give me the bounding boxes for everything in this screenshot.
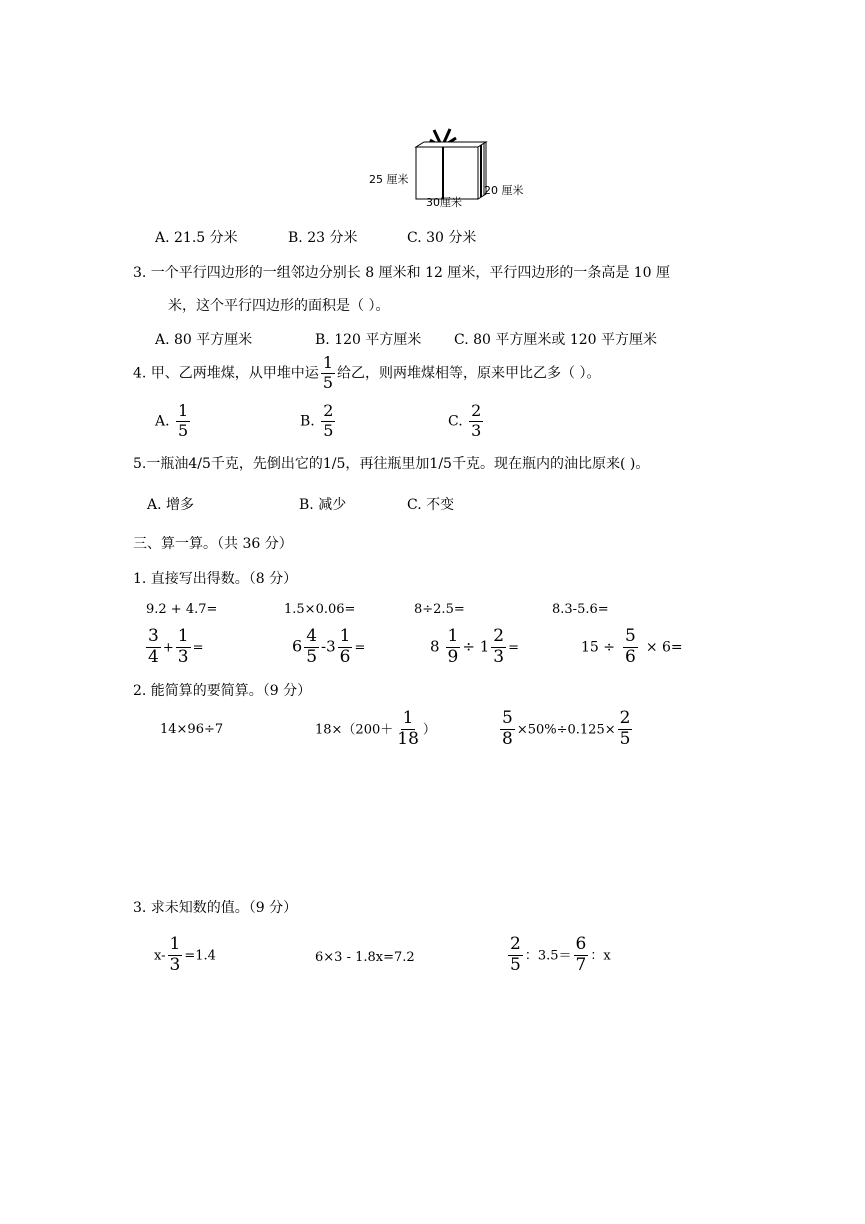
p3-expr-1: [154, 936, 216, 975]
q3-option-b: B. 120 平方厘米: [315, 332, 422, 348]
p2-e2-num: 1: [402, 708, 414, 728]
q4-c-den: 3: [471, 420, 482, 440]
p1-f1-n2: 1: [177, 626, 189, 646]
p1-f2-eq: =: [354, 640, 366, 656]
p1-f2-n2: 1: [339, 626, 351, 646]
p1-fraction-expr-1: [144, 628, 203, 667]
q4-frac-num: 1: [322, 353, 333, 372]
p1-fraction-expr-2: [292, 628, 365, 667]
gift-box-figure: [360, 122, 540, 208]
q4-option-b: [300, 403, 337, 440]
p1-f4-frac: [623, 628, 638, 667]
p3-e1-frac: [168, 936, 183, 975]
q3-line1: 3. 一个平行四边形的一组邻边分别长 8 厘米和 12 厘米，平行四边形的一条高是 10 厘: [133, 265, 671, 281]
p2-e3-n1: 5: [502, 708, 513, 728]
p3-e3-mid: ：3.5＝: [524, 948, 572, 964]
q2-option-c: C. 30 分米: [407, 230, 477, 246]
p1-f2-n1: 4: [306, 626, 318, 646]
q4-option-c-label: C.: [448, 413, 463, 430]
p3-e1-den: 3: [169, 954, 181, 975]
p1-f2-op: -3: [321, 637, 336, 656]
p3-e3-frac2: [574, 936, 589, 975]
p1-f3-frac2: [491, 628, 506, 667]
p1-f3-d1: 9: [447, 646, 459, 667]
q2-option-b: B. 23 分米: [288, 230, 358, 246]
q4-a-num: 1: [178, 401, 189, 420]
p2-expr-1: 14×96÷7: [160, 722, 224, 737]
p1-f1-op: +: [162, 640, 174, 656]
p1-f3-whole: 8: [430, 637, 440, 656]
p1-expr-1: 9.2 + 4.7=: [146, 602, 218, 617]
p1-f3-frac1: [446, 628, 461, 667]
p1-f2-whole: 6: [292, 636, 303, 656]
part-2-title: 2. 能简算的要简算。（9 分）: [133, 683, 312, 699]
p3-e3-n2: 6: [575, 934, 587, 954]
part-3-title: 3. 求未知数的值。（9 分）: [133, 900, 298, 916]
p1-fraction-expr-3: [430, 628, 519, 667]
p3-expr-2: 6×3 - 1.8x=7.2: [315, 950, 415, 965]
p1-f1-eq: =: [192, 640, 204, 656]
q4-prefix: 4. 甲、乙两堆煤，从甲堆中运: [133, 365, 319, 382]
p3-expr-3: [506, 936, 611, 975]
q4-frac-den: 5: [322, 372, 333, 392]
p1-f4-pre: 15 ÷: [581, 639, 615, 656]
q4-a-den: 5: [178, 420, 189, 440]
length-label: 30厘米: [426, 196, 462, 209]
p2-e2-den: 18: [397, 728, 419, 749]
p1-fraction-expr-4: [581, 628, 683, 667]
p3-e3-post: ：x: [590, 948, 611, 964]
p3-e3-d2: 7: [575, 954, 587, 975]
p3-e1-pre: x-: [154, 948, 166, 964]
q5-text: 5.一瓶油4/5千克，先倒出它的1/5，再往瓶里加1/5千克。现在瓶内的油比原来( )。: [133, 456, 650, 472]
p1-f3-op: ÷ 1: [462, 637, 490, 656]
q4-option-a-frac: [176, 403, 190, 440]
q3-line2: 米，这个平行四边形的面积是（ ）。: [168, 298, 390, 314]
q4-option-a-label: A.: [155, 413, 170, 430]
p2-e3-d1: 8: [502, 728, 513, 749]
p3-e1-post: =1.4: [184, 948, 216, 964]
q4-b-num: 2: [323, 401, 334, 420]
q4-option-b-label: B.: [300, 413, 315, 430]
p2-e2-frac: [395, 710, 421, 749]
p1-f3-n1: 1: [447, 626, 459, 646]
p2-e3-mid: ×50%÷0.125×: [516, 722, 616, 738]
p1-expr-3: 8÷2.5=: [414, 602, 465, 617]
p2-e3-n2: 2: [619, 708, 631, 728]
q4-fraction: [321, 355, 335, 392]
p1-f3-d2: 3: [493, 646, 505, 667]
height-label: 25 厘米: [369, 173, 409, 186]
p2-expr-3: [498, 710, 634, 749]
p1-expr-4: 8.3-5.6=: [552, 602, 609, 617]
p2-e3-frac1: [500, 710, 515, 749]
p1-f1-n1: 3: [148, 626, 159, 646]
p1-f1-frac2: [176, 628, 191, 667]
p1-f2-d1: 5: [306, 646, 318, 667]
q5-option-c: C. 不变: [407, 497, 455, 513]
p2-e2-pre: 18×（200＋: [315, 722, 394, 738]
p1-f1-d1: 4: [148, 646, 159, 667]
p2-e3-d2: 5: [619, 728, 631, 749]
p1-expr-2: 1.5×0.06=: [284, 602, 356, 617]
p1-f3-n2: 2: [493, 626, 505, 646]
q3-option-c: C. 80 平方厘米或 120 平方厘米: [454, 332, 657, 348]
p2-expr-2: [315, 710, 436, 749]
p3-e3-n1: 2: [510, 934, 521, 954]
q4-option-a: [155, 403, 192, 440]
q4-c-num: 2: [471, 401, 482, 420]
p1-f2-frac1: [304, 628, 319, 667]
section-3-title: 三、算一算。（共 36 分）: [133, 536, 293, 552]
p2-e2-post: ）: [422, 722, 436, 738]
p1-f4-d1: 6: [625, 646, 636, 667]
p3-e3-frac1: [508, 936, 523, 975]
q4-option-b-frac: [321, 403, 335, 440]
p1-f2-d2: 6: [339, 646, 351, 667]
q3-option-a: A. 80 平方厘米: [155, 332, 253, 348]
q4-option-c: [448, 403, 485, 440]
p2-e3-frac2: [618, 710, 633, 749]
part-1-title: 1. 直接写出得数。（8 分）: [133, 571, 298, 587]
p1-f4-post: × 6=: [645, 639, 683, 656]
q2-option-a: A. 21.5 分米: [155, 230, 238, 246]
p1-f4-n1: 5: [625, 626, 636, 646]
p3-e3-d1: 5: [510, 954, 521, 975]
question-4: [133, 355, 600, 392]
q4-b-den: 5: [323, 420, 334, 440]
q4-option-c-frac: [469, 403, 483, 440]
q5-option-a: A. 增多: [147, 497, 195, 513]
p1-f1-d2: 3: [177, 646, 189, 667]
q4-suffix: 给乙，则两堆煤相等，原来甲比乙多（ ）。: [337, 365, 601, 382]
p3-e1-num: 1: [169, 934, 181, 954]
p1-f1-frac1: [146, 628, 161, 667]
width-label: 20 厘米: [484, 184, 524, 197]
p1-f2-frac2: [338, 628, 353, 667]
p1-f3-eq: =: [508, 640, 519, 656]
q5-option-b: B. 减少: [299, 497, 347, 513]
